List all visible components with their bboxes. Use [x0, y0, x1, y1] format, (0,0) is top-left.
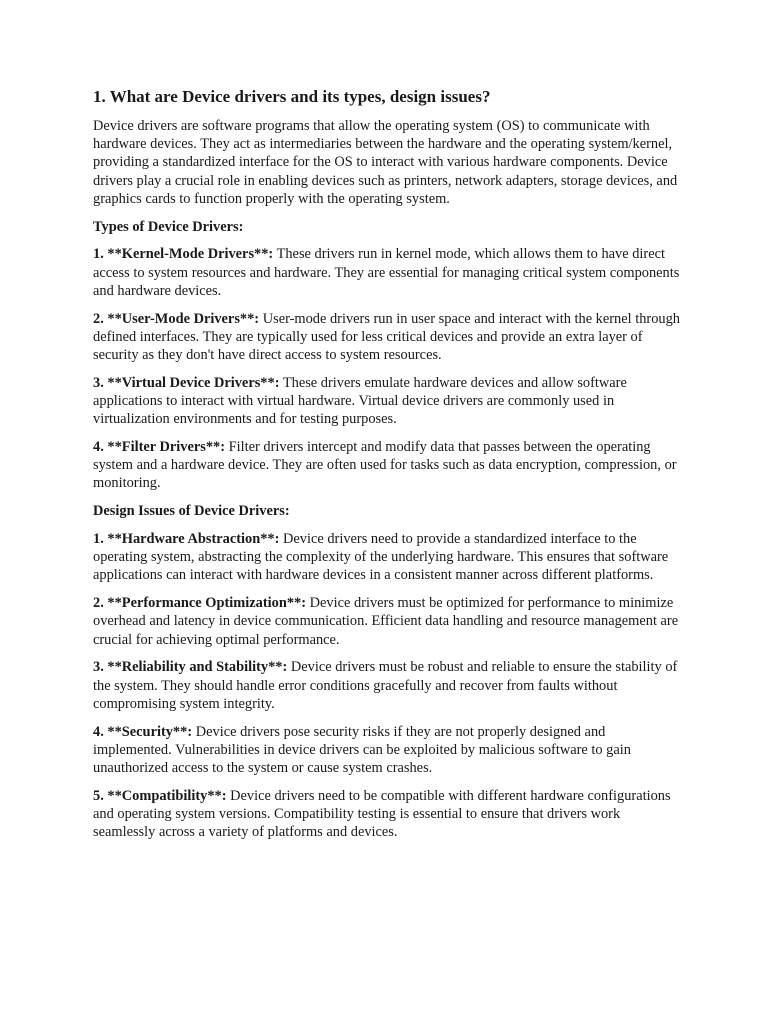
type-item-label: 4. **Filter Drivers**:: [93, 439, 226, 456]
type-item-label: 1. **Kernel-Mode Drivers**:: [93, 246, 274, 263]
type-item-label: 3. **Virtual Device Drivers**:: [93, 374, 280, 391]
type-item-kernel-mode: [93, 245, 682, 300]
design-item-text: Device drivers need to be compatible with different hardware configurations and operating system versions. Compatibility testing is essential to ensure that drivers work seamlessly across a variety of platforms and devices.: [93, 787, 671, 841]
design-item-reliability: [93, 658, 682, 713]
design-item-text: Device drivers must be robust and reliable to ensure the stability of the system. They should handle error conditions gracefully and recover from faults without compromising system integrity.: [93, 659, 678, 712]
design-item-label: 5. **Compatibility**:: [93, 787, 227, 804]
type-item-label: 2. **User-Mode Drivers**:: [93, 310, 260, 327]
intro-paragraph: Device drivers are software programs that allow the operating system (OS) to communicate with hardware devices. They act as intermediaries between the hardware and the operating system/kernel, providing a standardized interface for the OS to interact with various hardware components. Device drivers play a crucial role in enabling devices such as printers, network adapters, storage devices, and graphics cards to function properly with the operating system.: [93, 118, 678, 207]
design-issues-heading: Design Issues of Device Drivers:: [93, 503, 290, 520]
design-item-security: [93, 723, 682, 778]
type-item-virtual-device: [93, 374, 682, 429]
types-heading: Types of Device Drivers:: [93, 218, 244, 235]
design-item-label: 4. **Security**:: [93, 723, 193, 740]
design-item-label: 3. **Reliability and Stability**:: [93, 659, 288, 676]
type-item-text: Filter drivers intercept and modify data that passes between the operating system and a hardware device. They are often used for tasks such as data encryption, compression, or monitoring.: [93, 439, 677, 492]
type-item-filter: [93, 438, 682, 493]
design-item-text: Device drivers pose security risks if they are not properly designed and implemented. Vulnerabilities in device drivers can be exploited by malicious software to gain unauthorized access to the system or cause system crashes.: [93, 723, 631, 777]
document-title: 1. What are Device drivers and its types, design issues?: [93, 87, 491, 106]
type-item-user-mode: [93, 310, 682, 365]
design-item-performance: [93, 594, 682, 649]
design-item-hardware-abstraction: [93, 530, 682, 585]
design-item-compatibility: [93, 787, 682, 842]
design-item-label: 2. **Performance Optimization**:: [93, 595, 307, 612]
design-item-label: 1. **Hardware Abstraction**:: [93, 531, 280, 548]
type-item-text: These drivers run in kernel mode, which allows them to have direct access to system resources and hardware. They are essential for managing critical system components and hardware devices.: [93, 246, 680, 299]
type-item-text: These drivers emulate hardware devices and allow software applications to interact with virtual hardware. Virtual device drivers are commonly used in virtualization environments and for testing purposes.: [93, 374, 627, 428]
design-item-text: Device drivers must be optimized for performance to minimize overhead and latency in device communication. Efficient data handling and resource management are crucial for achieving optimal performance.: [93, 595, 679, 648]
type-item-text: User-mode drivers run in user space and interact with the kernel through defined interfaces. They are typically used for less critical devices and provide an extra layer of security as they don't have direct access to system resources.: [93, 310, 681, 364]
design-item-text: Device drivers need to provide a standardized interface to the operating system, abstracting the complexity of the underlying hardware. This ensures that software applications can interact with hardware devices in a consistent manner across different platforms.: [93, 531, 669, 584]
